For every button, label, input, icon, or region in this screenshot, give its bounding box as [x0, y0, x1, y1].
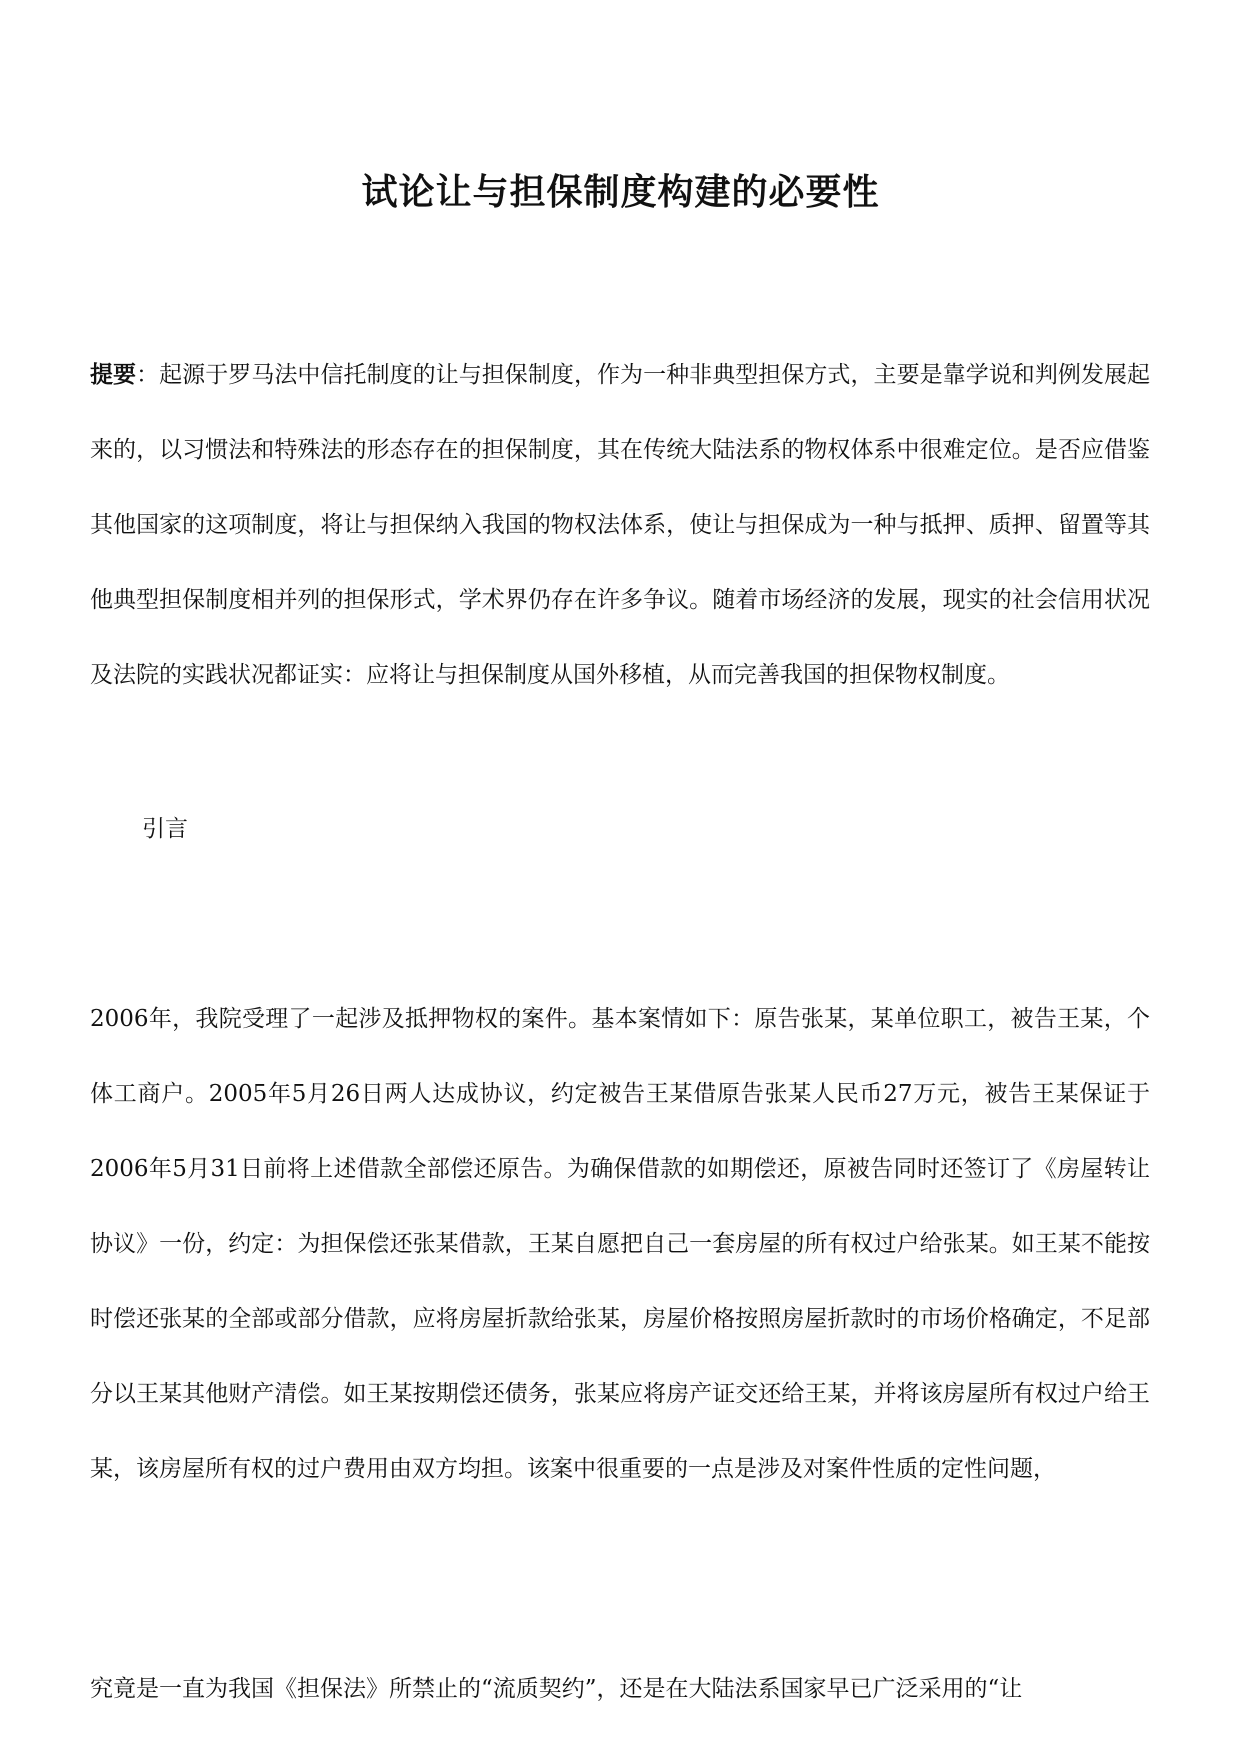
document-title: 试论让与担保制度构建的必要性	[361, 171, 880, 213]
abstract-label: 提要	[90, 361, 137, 388]
abstract-separator: ：	[136, 362, 160, 388]
abstract-text: 起源于罗马法中信托制度的让与担保制度，作为一种非典型担保方式，主要是靠学说和判例发展起来的，以习惯法和特殊法的形态存在的担保制度，其在传统大陆法系的物权体系中很难定位。是否应借鉴其他国家的这项制度，将让与担保纳入我国的物权法体系，使让与担保成为一种与抵押、质押、留置等其他典型担保制度相并列的担保形式，学术界仍存在许多争议。随着市场经济的发展，现实的社会信用状况及法院的实践状况都证实：应将让与担保制度从国外移植，从而完善我国的担保物权制度。	[90, 362, 1151, 688]
section-heading-introduction: 引言	[142, 816, 188, 842]
abstract-paragraph	[90, 337, 1150, 713]
case-continuation-line: 究竟是一直为我国《担保法》所禁止的“流质契约”，还是在大陆法系国家早已广泛采用的“让	[90, 1676, 1023, 1702]
case-paragraph: 2006年，我院受理了一起涉及抵押物权的案件。基本案情如下：原告张某，某单位职工，被告王某，个体工商户。2005年5月26日两人达成协议，约定被告王某借原告张某人民币27万元，被告王某保证于2006年5月31日前将上述借款全部偿还原告。为确保借款的如期偿还，原被告同时还签订了《房屋转让协议》一份，约定：为担保偿还张某借款，王某自愿把自己一套房屋的所有权过户给张某。如王某不能按时偿还张某的全部或部分借款，应将房屋折款给张某，房屋价格按照房屋折款时的市场价格确定，不足部分以王某其他财产清偿。如王某按期偿还债务，张某应将房产证交还给王某，并将该房屋所有权过户给王某，该房屋所有权的过户费用由双方均担。该案中很重要的一点是涉及对案件性质的定性问题，	[90, 1006, 1150, 1482]
